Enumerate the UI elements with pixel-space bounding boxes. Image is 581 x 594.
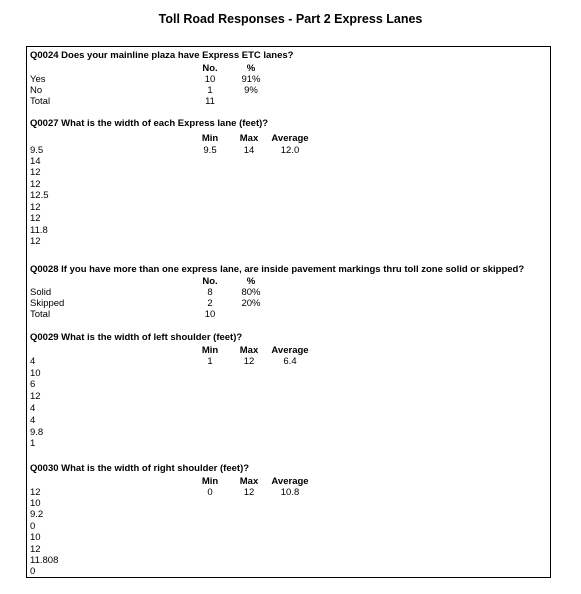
row-label: Solid [30,287,52,298]
col-header-average: Average [271,476,309,487]
page-title: Toll Road Responses - Part 2 Express Lanes [158,12,423,26]
value-item: 0 [30,521,36,532]
stat-min: 0 [207,487,213,498]
stat-min: 1 [207,356,213,367]
col-header-max: Max [239,476,259,487]
question-q0030: Q0030 What is the width of right shoulder (feet)? [30,463,250,474]
value-item: 9.8 [30,427,44,438]
row-count: 11 [205,96,215,107]
row-count: 1 [207,85,213,96]
value-item: 12 [30,236,41,247]
col-header-average: Average [271,133,309,144]
question-q0029: Q0029 What is the width of left shoulder (feet)? [30,332,243,343]
row-label: Skipped [30,298,65,309]
value-item: 4 [30,356,36,367]
question-q0028: Q0028 If you have more than one express lane, are inside pavement markings thru toll zone solid or skipped? [30,264,525,275]
col-header-max: Max [239,345,259,356]
row-label: Total [30,309,51,320]
row-count: 10 [204,309,216,320]
value-item: 12 [30,391,41,402]
row-percent: 9% [244,85,258,96]
stat-min: 9.5 [203,145,217,156]
row-percent: 80% [241,287,261,298]
value-item: 11.8 [30,225,48,236]
value-item: 12 [30,487,41,498]
col-header-min: Min [201,133,219,144]
row-label: Total [30,96,51,107]
value-item: 11.808 [30,555,59,566]
col-header-max: Max [239,133,259,144]
value-item: 12 [30,202,41,213]
stat-average: 12.0 [280,145,300,156]
question-q0027: Q0027 What is the width of each Express lane (feet)? [30,118,269,129]
col-header-no: No. [202,63,218,74]
col-header-min: Min [201,345,219,356]
value-item: 4 [30,415,36,426]
value-item: 12.5 [30,190,49,201]
value-item: 9.5 [30,145,44,156]
value-item: 6 [30,379,36,390]
stat-max: 14 [243,145,255,156]
stat-max: 12 [243,487,255,498]
row-label: Yes [30,74,46,85]
stat-average: 10.8 [280,487,300,498]
row-percent: 91% [241,74,261,85]
col-header-pct: % [246,63,256,74]
value-item: 12 [30,544,41,555]
question-q0024: Q0024 Does your mainline plaza have Express ETC lanes? [30,50,294,61]
stat-max: 12 [243,356,255,367]
value-item: 9.2 [30,509,44,520]
row-label: No [30,85,43,96]
row-percent: 20% [241,298,261,309]
value-item: 4 [30,403,36,414]
value-item: 14 [30,156,41,167]
col-header-average: Average [271,345,309,356]
value-item: 12 [30,167,41,178]
col-header-min: Min [201,476,219,487]
row-count: 2 [207,298,213,309]
value-item: 12 [30,179,41,190]
results-frame [26,46,551,578]
value-item: 10 [30,532,41,543]
col-header-no: No. [202,276,218,287]
value-item: 0 [30,566,36,577]
value-item: 10 [30,498,41,509]
col-header-pct: % [246,276,256,287]
value-item: 10 [30,368,41,379]
value-item: 1 [30,438,36,449]
value-item: 12 [30,213,41,224]
row-count: 8 [207,287,213,298]
row-count: 10 [204,74,216,85]
stat-average: 6.4 [283,356,297,367]
